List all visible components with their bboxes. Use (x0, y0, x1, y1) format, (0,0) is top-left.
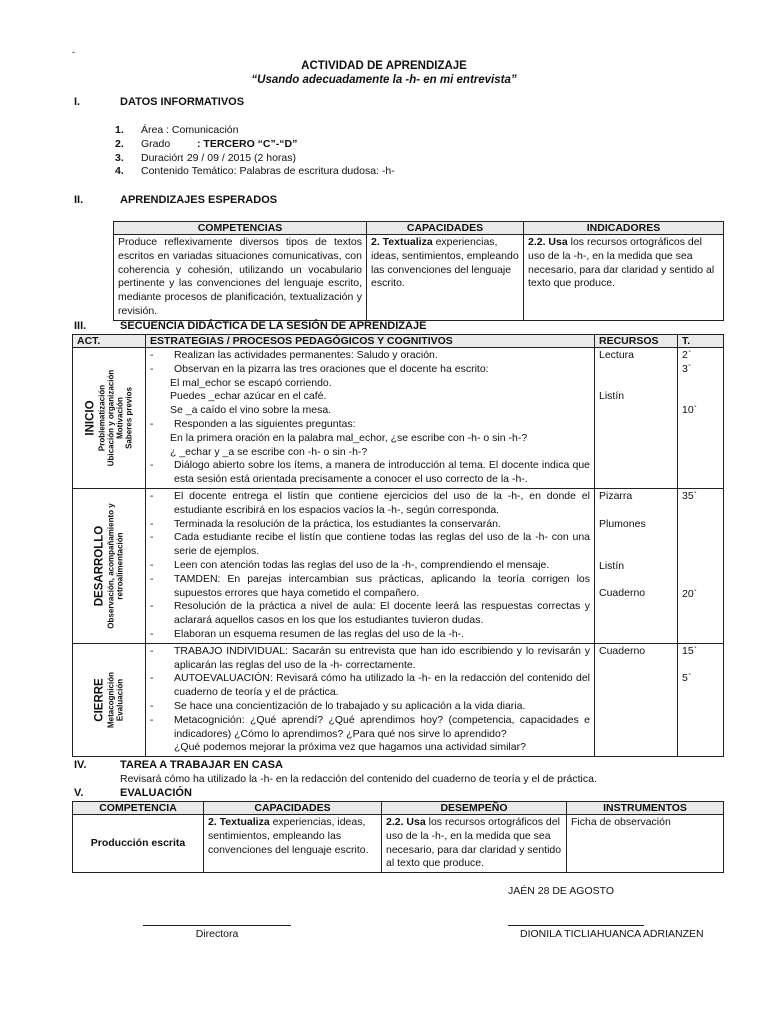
list-item: - Terminada la resolución de la práctica, los estudiantes la conservarán. (150, 517, 501, 530)
teacher-name: DIONILA TICLIAHUANCA ADRIANZEN (520, 928, 704, 940)
dato-value: : 29 / 09 / 2015 (2 horas) (181, 151, 296, 164)
question: ¿Qué podemos mejorar la próxima vez que hagamos una actividad similar? (174, 741, 526, 754)
document-title: ACTIVIDAD DE APRENDIZAJE (301, 60, 467, 72)
resource-item: Cuaderno (599, 587, 646, 600)
dato-label: Duración (141, 151, 184, 164)
header-desempeno: DESEMPEÑO (382, 802, 567, 815)
cierre-strategies (146, 643, 595, 756)
resource-item: Plumones (599, 517, 646, 530)
evaluacion-table (72, 801, 724, 873)
tarea-text: Revisará cómo ha utilizado la -h- en la redacción del contenido del cuaderno de teoría y el de práctica. (120, 773, 597, 785)
list-item: - AUTOEVALUACIÓN: Revisará cómo ha utilizado la -h- en la redacción del contenido del cuaderno de teoría y el de práctica. (150, 672, 590, 699)
header-tiempo: T. (678, 335, 724, 348)
dato-number: 4. (115, 165, 124, 178)
section-2-number: II. (74, 194, 84, 206)
inicio-times (678, 348, 724, 489)
list-item: - TRABAJO INDIVIDUAL: Sacarán su entrevista que han ido escribiendo y lo revisarán y aplicarán las reglas del uso de la -h- correctamente. (150, 644, 590, 671)
header-capacidades: CAPACIDADES (204, 802, 382, 815)
indicador-cell (524, 235, 724, 321)
inicio-phase-cell (73, 348, 146, 489)
desarrollo-sub-2: retroalimentación (115, 532, 125, 600)
dato-area (115, 124, 515, 138)
capacidad-text: experiencias, ideas, sentimientos, empleando las convenciones del lenguaje escrito. (371, 236, 519, 290)
cierre-title: CIERRE (93, 678, 106, 722)
aprendizajes-row (114, 235, 724, 321)
cierre-times (678, 643, 724, 756)
section-5-number: V. (74, 787, 84, 799)
time-item: 2` (682, 349, 692, 361)
desarrollo-times (678, 488, 724, 643)
list-item: - Cada estudiante recibe el listín que contiene todas las reglas del uso de la -h- con una serie de ejemplos. (150, 531, 590, 558)
list-item: - TAMDEN: En parejas intercambian sus prácticas, aplicando la teoría corrigen los supuestos errores que haya cometido el compañero. (150, 572, 590, 599)
header-competencias: COMPETENCIAS (114, 222, 367, 235)
section-4-number: IV. (74, 759, 87, 771)
dato-value: : TERCERO “C”-“D” (197, 137, 298, 150)
dato-contenido (115, 165, 515, 179)
list-item: - Se hace una concientización de lo trabajado y su aplicación a la vida diaria. (150, 699, 526, 712)
list-item: - Responden a las siguientes preguntas: (150, 417, 356, 430)
desempeno-text: los recursos ortográficos del uso de la -h-, en la medida que sea necesario, para dar claridad y sentido al texto que produce. (386, 816, 562, 870)
header-indicadores: INDICADORES (524, 222, 724, 235)
evaluacion-header-row (73, 802, 724, 815)
cierre-sub-2: Evaluación (115, 678, 125, 722)
time-item: 20` (682, 587, 698, 600)
dato-label: Área : Comunicación (141, 124, 239, 136)
cierre-phase-label (94, 672, 125, 728)
time-item: 10` (682, 403, 698, 416)
header-competencia: COMPETENCIA (73, 802, 204, 815)
resource-item: Cuaderno (599, 644, 646, 657)
desarrollo-strategies (146, 488, 595, 643)
list-item: - Leen con atención todas las reglas del uso de la -h-, comprendiendo el mensaje. (150, 558, 550, 571)
datos-informativos-list (115, 124, 515, 179)
competencia-cell: Produce reflexivamente diversos tipos de textos escritos en variadas situaciones comunicativas, con coherencia y cohesión, utilizando un vocabulario pertinente y las convenciones del lenguaje escrito, mediante procesos de planificación, textualización y revisión. (114, 235, 367, 321)
page-mark: - (72, 47, 75, 57)
aprendizajes-table (113, 221, 724, 321)
document-subtitle: “Usando adecuadamente la -h- en mi entrevista” (251, 74, 517, 86)
resource-item: Listín (599, 389, 625, 402)
inicio-phase-label (85, 370, 134, 466)
inicio-resources (595, 348, 678, 489)
time-item: 5` (682, 671, 692, 684)
time-item: 35` (682, 489, 698, 502)
dato-label: Grado (141, 137, 171, 150)
section-5-title: EVALUACIÓN (120, 787, 192, 799)
director-label: Directora (195, 928, 239, 940)
time-item: 3` (682, 362, 692, 375)
cierre-row (73, 643, 724, 756)
aprendizajes-header-row (114, 222, 724, 235)
section-3-number: III. (74, 320, 87, 332)
desarrollo-title: DESARROLLO (93, 525, 106, 607)
section-1-title: DATOS INFORMATIVOS (120, 96, 245, 108)
list-item: - Metacognición: ¿Qué aprendí? ¿Qué aprendimos hoy? (competencia, capacidades e indicadores) ¿Cómo lo aprendimos? ¿Para qué nos sirve lo aprendido? (150, 713, 590, 740)
cierre-resources (595, 643, 678, 756)
cierre-phase-cell (73, 643, 146, 756)
capacidad-bold: 2. Textualiza (371, 236, 433, 248)
instrumento-cell: Ficha de observación (567, 815, 724, 873)
cierre-sub-1: Metacognición (106, 671, 116, 728)
list-item: - Realizan las actividades permanentes: Saludo y oración. (150, 349, 438, 361)
dato-duracion (115, 152, 515, 166)
evaluacion-row (73, 815, 724, 873)
inicio-sub-4: Saberes previos (124, 387, 134, 449)
desarrollo-phase-cell (73, 488, 146, 643)
inicio-row (73, 348, 724, 489)
resource-item: Listín (599, 559, 625, 572)
indicador-bold: 2.2. Usa (528, 236, 568, 248)
header-capacidades: CAPACIDADES (367, 222, 524, 235)
desarrollo-phase-label (94, 503, 125, 628)
example-sentence: El mal_echor se escapó corriendo. (170, 376, 332, 389)
dato-grado (115, 138, 515, 152)
secuencia-table (72, 334, 724, 757)
desempeno-bold: 2.2. Usa (386, 816, 426, 828)
capacidad-bold: 2. Textualiza (208, 816, 270, 828)
dato-number: 2. (115, 137, 124, 150)
inicio-sub-1: Problematización (97, 384, 107, 452)
inicio-strategies (146, 348, 595, 489)
section-2-title: APRENDIZAJES ESPERADOS (120, 194, 278, 206)
example-sentence: Puedes _echar azúcar en el café. (170, 390, 327, 403)
example-sentence: Se _a caído el vino sobre la mesa. (170, 404, 332, 417)
header-estrategias: ESTRATEGIAS / PROCESOS PEDAGÓGICOS Y COGNITIVOS (146, 335, 595, 348)
footer-date: JAÉN 28 DE AGOSTO (508, 885, 615, 897)
desarrollo-row (73, 488, 724, 643)
secuencia-header-row (73, 335, 724, 348)
desempeno-cell (382, 815, 567, 873)
inicio-sub-2: Ubicación y organización (106, 369, 116, 467)
time-item: 15` (682, 644, 698, 657)
desarrollo-sub-1: Observación, acompañamiento y (106, 503, 116, 629)
capacidad-cell (367, 235, 524, 321)
director-signature-line (143, 925, 291, 926)
desarrollo-resources (595, 488, 678, 643)
inicio-title: INICIO (84, 400, 97, 436)
competencia-cell: Producción escrita (73, 815, 204, 873)
list-item: - Resolución de la práctica a nivel de aula: El docente leerá las respuestas correctas y aclarará aquellos casos en los que los estudiantes tuvieron dudas. (150, 600, 590, 627)
dato-number: 1. (115, 124, 124, 136)
header-recursos: RECURSOS (595, 335, 678, 348)
section-3-title: SECUENCIA DIDÁCTICA DE LA SESIÓN DE APRENDIZAJE (120, 320, 427, 332)
inicio-sub-3: Motivación (115, 397, 125, 439)
capacidad-cell (204, 815, 382, 873)
dato-label: Contenido Temático: Palabras de escritura dudosa: -h- (141, 165, 395, 178)
header-instrumentos: INSTRUMENTOS (567, 802, 724, 815)
list-item: - El docente entrega el listín que contiene ejercicios del uso de la -h-, en donde el estudiante escribirá en los espacios vacíos la -h-, según corresponda. (150, 489, 590, 516)
header-act: ACT. (73, 335, 146, 348)
question: ¿ _echar y _a se escribe con -h- o sin -h-? (170, 445, 368, 458)
capacidad-text: experiencias, ideas, sentimientos, empleando las convenciones del lenguaje escrito. (208, 816, 369, 856)
section-4-title: TAREA A TRABAJAR EN CASA (120, 759, 283, 771)
list-item: - Diálogo abierto sobre los ítems, a manera de introducción al tema. El docente indica que esta sesión está orientada precisamente a conocer el uso correcto de la -h-. (150, 459, 590, 486)
question: En la primera oración en la palabra mal_echor, ¿se escribe con -h- o sin -h-? (170, 431, 528, 444)
dato-number: 3. (115, 151, 124, 164)
list-item: - Observan en la pizarra las tres oraciones que el docente ha escrito: (150, 362, 489, 375)
indicador-text: los recursos ortográficos del uso de la -h-, en la medida que sea necesario, para dar claridad y sentido al texto que produce. (528, 236, 715, 290)
section-1-number: I. (74, 96, 81, 108)
teacher-signature-line (508, 925, 644, 926)
resource-item: Lectura (599, 349, 635, 361)
list-item: - Elaboran un esquema resumen de las reglas del uso de la -h-. (150, 627, 465, 640)
resource-item: Pizarra (599, 489, 633, 502)
